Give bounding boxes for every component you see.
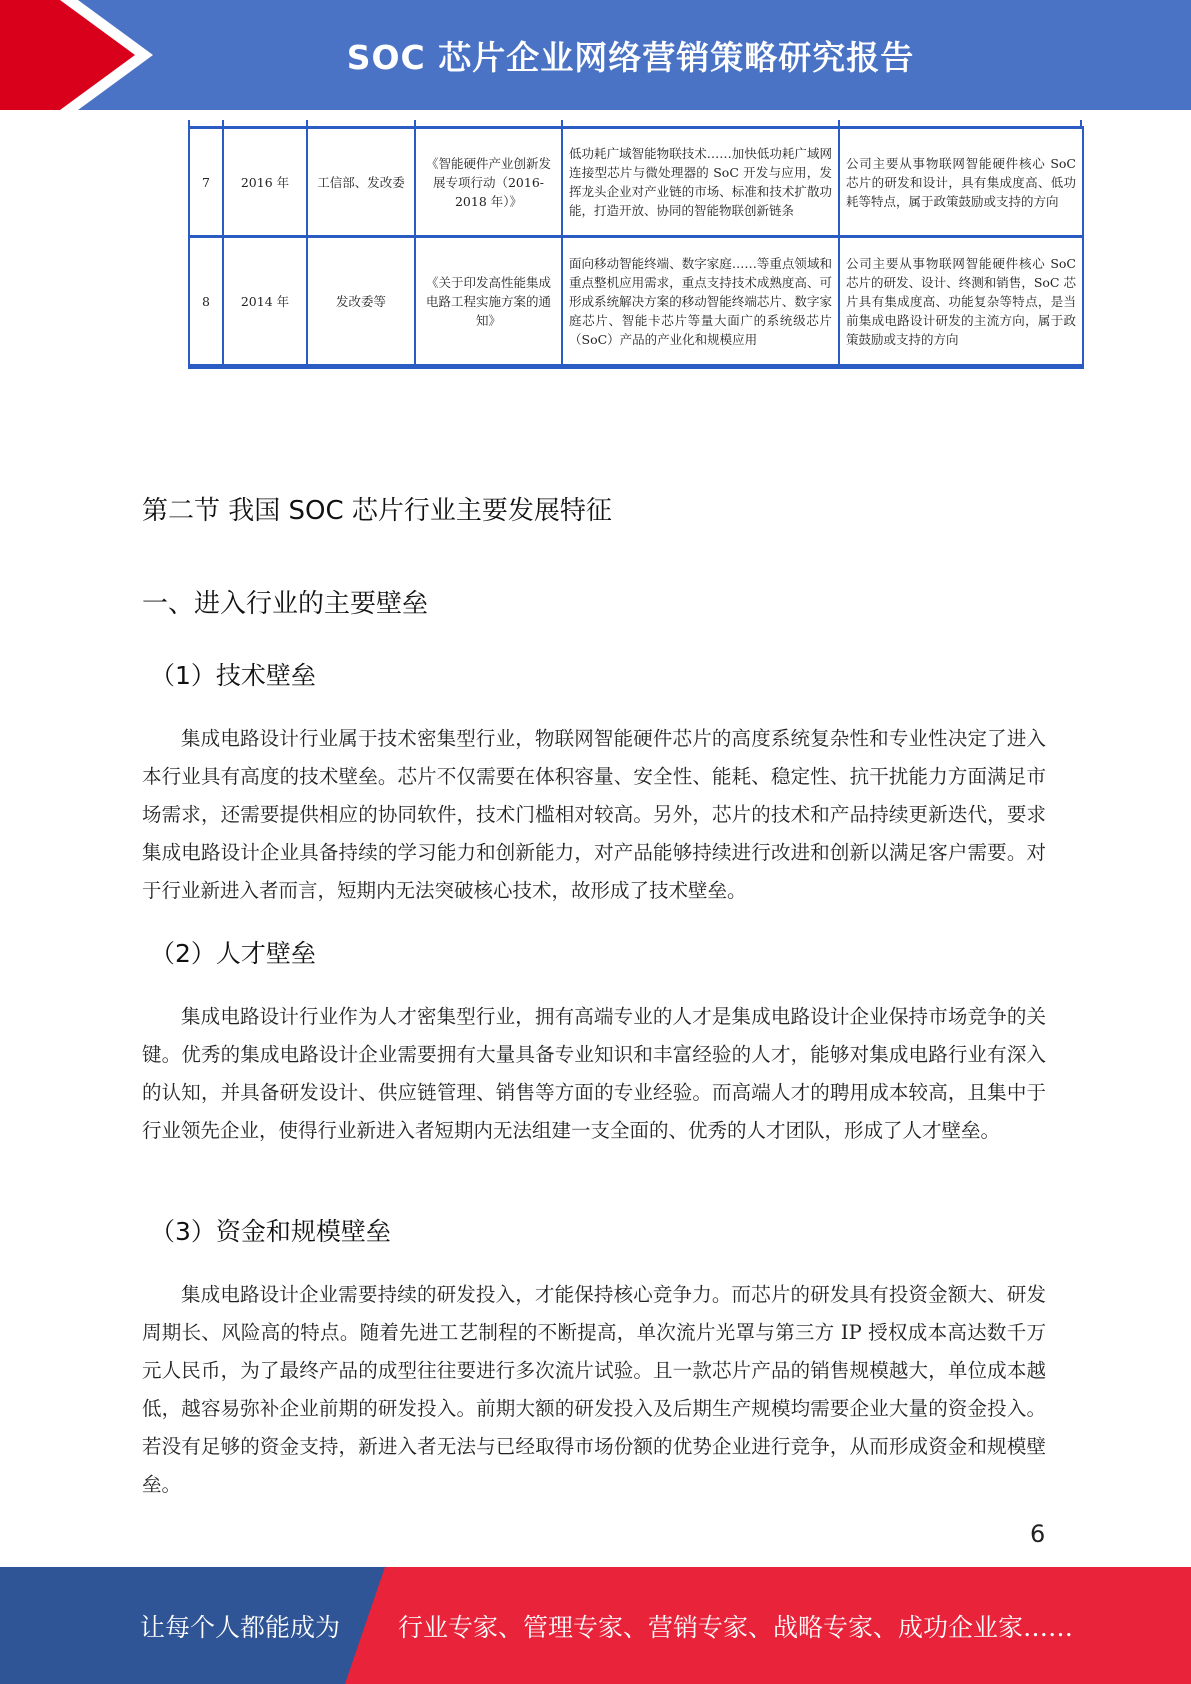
cell-no: 7 (189, 128, 223, 237)
cell-content: 低功耗广域智能物联技术……加快低功耗广域网连接型芯片与微处理器的 SoC 开发与应用，发挥龙头企业对产业链的市场、标准和技术扩散功能，打造开放、协同的智能物联创新链条 (562, 128, 839, 237)
header-arrow-icon (0, 0, 160, 110)
page-footer (0, 1567, 1191, 1684)
cell-dept: 工信部、发改委 (307, 128, 415, 237)
subsection-title-tech: （1）技术壁垒 (150, 661, 316, 690)
policy-table (188, 126, 1082, 366)
cell-relation: 公司主要从事物联网智能硬件核心 SoC 芯片的研发和设计，具有集成度高、低功耗等特点，属于政策鼓励或支持的方向 (839, 128, 1083, 237)
cell-no: 8 (189, 237, 223, 367)
paragraph-talent-barrier: 集成电路设计行业作为人才密集型行业，拥有高端专业的人才是集成电路设计企业保持市场竞争的关键。优秀的集成电路设计企业需要拥有大量具备专业知识和丰富经验的人才，能够对集成电路行业有深入的认知，并具备研发设计、供应链管理、销售等方面的专业经验。而高端人才的聘用成本较高，且集中于行业领先企业，使得行业新进入者短期内无法组建一支全面的、优秀的人才团队，形成了人才壁垒。 (142, 1005, 1046, 1142)
footer-slogan-left: 让每个人都能成为 (140, 1612, 341, 1642)
report-title: SOC 芯片企业网络营销策略研究报告 (346, 37, 915, 77)
cell-year: 2014 年 (223, 237, 307, 367)
cell-content: 面向移动智能终端、数字家庭……等重点领域和重点整机应用需求，重点支持技术成熟度高、可形成系统解决方案的移动智能终端芯片、数字家庭芯片、智能卡芯片等量大面广的系统级芯片（SoC）产品的产业化和规模应用 (562, 237, 839, 367)
section-title: 第二节 我国 SOC 芯片行业主要发展特征 (142, 496, 612, 526)
subsection-title-capital: （3）资金和规模壁垒 (150, 1217, 391, 1246)
cell-year: 2016 年 (223, 128, 307, 237)
table-cut-top (188, 120, 1082, 128)
cell-dept: 发改委等 (307, 237, 415, 367)
table-row (189, 128, 1083, 237)
page-header (0, 0, 1191, 110)
page-number: 6 (1030, 1520, 1046, 1548)
policy-table-grid (188, 126, 1084, 369)
table-row (189, 237, 1083, 367)
footer-slogan-right: 行业专家、管理专家、营销专家、战略专家、成功企业家…… (398, 1612, 1074, 1642)
cell-policy: 《关于印发高性能集成电路工程实施方案的通知》 (415, 237, 562, 367)
cell-relation: 公司主要从事物联网智能硬件核心 SoC 芯片的研发、设计、终测和销售，SoC 芯片具有集成度高、功能复杂等特点，是当前集成电路设计研发的主流方向，属于政策鼓励或支持的方向 (839, 237, 1083, 367)
heading-entry-barriers: 一、进入行业的主要壁垒 (142, 589, 429, 619)
paragraph-tech-barrier: 集成电路设计行业属于技术密集型行业，物联网智能硬件芯片的高度系统复杂性和专业性决定了进入本行业具有高度的技术壁垒。芯片不仅需要在体积容量、安全性、能耗、稳定性、抗干扰能力方面满足市场需求，还需要提供相应的协同软件，技术门槛相对较高。另外，芯片的技术和产品持续更新迭代，要求集成电路设计企业具备持续的学习能力和创新能力，对产品能够持续进行改进和创新以满足客户需要。对于行业新进入者而言，短期内无法突破核心技术，故形成了技术壁垒。 (142, 727, 1046, 902)
paragraph-capital-barrier: 集成电路设计企业需要持续的研发投入，才能保持核心竞争力。而芯片的研发具有投资金额大、研发周期长、风险高的特点。随着先进工艺制程的不断提高，单次流片光罩与第三方 IP 授权成本高达数千万元人民币，为了最终产品的成型往往要进行多次流片试验。且一款芯片产品的销售规模越大，单位成本越低，越容易弥补企业前期的研发投入。前期大额的研发投入及后期生产规模均需要企业大量的资金投入。若没有足够的资金支持，新进入者无法与已经取得市场份额的优势企业进行竞争，从而形成资金和规模壁垒。 (142, 1283, 1046, 1496)
cell-policy: 《智能硬件产业创新发展专项行动（2016-2018 年）》 (415, 128, 562, 237)
subsection-title-talent: （2）人才壁垒 (150, 939, 316, 968)
